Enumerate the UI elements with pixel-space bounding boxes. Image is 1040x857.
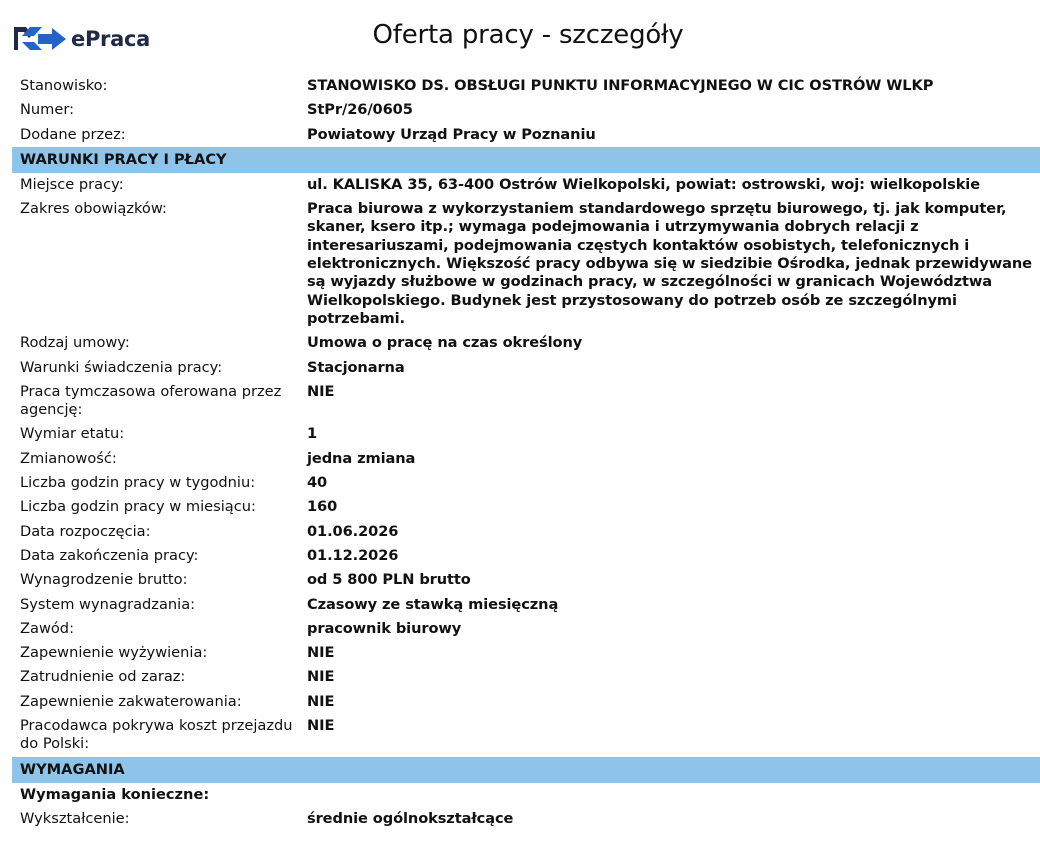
- detail-row-monthly-hours: [12, 495, 1040, 519]
- detail-row-number: [12, 98, 1040, 122]
- detail-row-shifts: [12, 447, 1040, 471]
- detail-label: Stanowisko:: [20, 77, 108, 94]
- detail-label: Wykształcenie:: [20, 809, 130, 827]
- detail-row-education: [12, 807, 1040, 831]
- detail-value: NIE: [307, 692, 335, 710]
- detail-value: NIE: [307, 668, 335, 686]
- detail-label: Pracodawca pokrywa koszt przejazdu do Polski:: [20, 717, 293, 753]
- detail-value: Czasowy ze stawką miesięczną: [307, 595, 559, 613]
- header: [0, 0, 1040, 78]
- detail-value: 01.06.2026: [307, 522, 399, 540]
- detail-label: Warunki świadczenia pracy:: [20, 358, 223, 376]
- detail-value: StPr/26/0605: [307, 101, 413, 119]
- detail-value: NIE: [307, 382, 335, 400]
- page-title: Oferta pracy - szczegóły: [372, 20, 684, 50]
- detail-row-end-date: [12, 544, 1040, 568]
- detail-value: NIE: [307, 717, 335, 735]
- detail-value: 40: [307, 474, 328, 492]
- detail-value: pracownik biurowy: [307, 619, 462, 637]
- required-requirements-heading: Wymagania konieczne:: [20, 785, 210, 803]
- detail-row-weekly-hours: [12, 471, 1040, 495]
- detail-value: 1: [307, 425, 318, 443]
- detail-value: Powiatowy Urząd Pracy w Poznaniu: [307, 125, 596, 143]
- detail-label: Data zakończenia pracy:: [20, 546, 199, 564]
- detail-label: Dodane przez:: [20, 125, 126, 143]
- detail-value: 160: [307, 498, 338, 516]
- section-header-conditions: WARUNKI PRACY I PŁACY: [12, 147, 1040, 173]
- detail-label: Rodzaj umowy:: [20, 334, 130, 352]
- detail-value: Stacjonarna: [307, 358, 405, 376]
- section-header-requirements: WYMAGANIA: [12, 757, 1040, 783]
- detail-row-workplace: [12, 173, 1040, 197]
- detail-label: Data rozpoczęcia:: [20, 522, 151, 540]
- detail-row-fte: [12, 422, 1040, 446]
- detail-value: STANOWISKO DS. OBSŁUGI PUNKTU INFORMACYJNEGO W CIC OSTRÓW WLKP: [307, 77, 934, 94]
- detail-row-pay-system: [12, 593, 1040, 617]
- detail-label: Zakres obowiązków:: [20, 200, 167, 218]
- detail-row-accommodation: [12, 690, 1040, 714]
- detail-value: 01.12.2026: [307, 546, 399, 564]
- detail-label: Zmianowość:: [20, 449, 117, 467]
- detail-label: Liczba godzin pracy w tygodniu:: [20, 474, 256, 492]
- detail-row-immediate-hire: [12, 665, 1040, 689]
- detail-label: Miejsce pracy:: [20, 175, 124, 193]
- detail-value: Umowa o pracę na czas określony: [307, 334, 583, 352]
- detail-label: Zapewnienie wyżywienia:: [20, 644, 208, 662]
- detail-row-occupation: [12, 617, 1040, 641]
- detail-label: Zawód:: [20, 619, 74, 637]
- detail-label: Praca tymczasowa oferowana przez agencję:: [20, 382, 282, 419]
- detail-label: Liczba godzin pracy w miesiącu:: [20, 498, 256, 516]
- detail-value: NIE: [307, 644, 335, 662]
- detail-row-work-mode: [12, 356, 1040, 380]
- detail-value: Praca biurowa z wykorzystaniem standardowego sprzętu biurowego, tj. jak komputer, skaner, ksero itp.; wymaga podejmowania i utrzymywania dobrych relacji z interesariuszami, podejmowania częstych kontaktów osobistych, telefonicznych i elektronicznych. Większość pracy odbywa się w siedzibie Ośrodka, jednak przewidywane są wyjazdy służbowe w godzinach pracy, w szczególności w granicach Województwa Wielkopolskiego. Budynek jest przystosowany do potrzeb osób ze szczególnymi potrzebami.: [307, 200, 1032, 327]
- offer-details: [12, 74, 1040, 831]
- detail-value: jedna zmiana: [307, 449, 416, 467]
- detail-row-position: [12, 74, 1040, 98]
- detail-value: średnie ogólnokształcące: [307, 809, 514, 827]
- detail-label: Zapewnienie zakwaterowania:: [20, 692, 242, 710]
- detail-label: Numer:: [20, 101, 75, 119]
- detail-row-start-date: [12, 520, 1040, 544]
- logo-text: ePraca: [71, 27, 150, 51]
- detail-row-duties: [12, 197, 1040, 331]
- detail-row-added-by: [12, 123, 1040, 147]
- detail-row-salary: [12, 568, 1040, 592]
- detail-row-temporary-agency: [12, 380, 1040, 423]
- detail-row-travel-cost: [12, 714, 1040, 757]
- detail-row-meals: [12, 641, 1040, 665]
- detail-row-contract-type: [12, 331, 1040, 355]
- detail-label: Wynagrodzenie brutto:: [20, 571, 188, 589]
- detail-label: Wymiar etatu:: [20, 425, 125, 443]
- detail-value: ul. KALISKA 35, 63-400 Ostrów Wielkopolski, powiat: ostrowski, woj: wielkopolskie: [307, 175, 981, 193]
- detail-value: od 5 800 PLN brutto: [307, 571, 471, 589]
- detail-label: Zatrudnienie od zaraz:: [20, 668, 186, 686]
- detail-label: System wynagradzania:: [20, 595, 196, 613]
